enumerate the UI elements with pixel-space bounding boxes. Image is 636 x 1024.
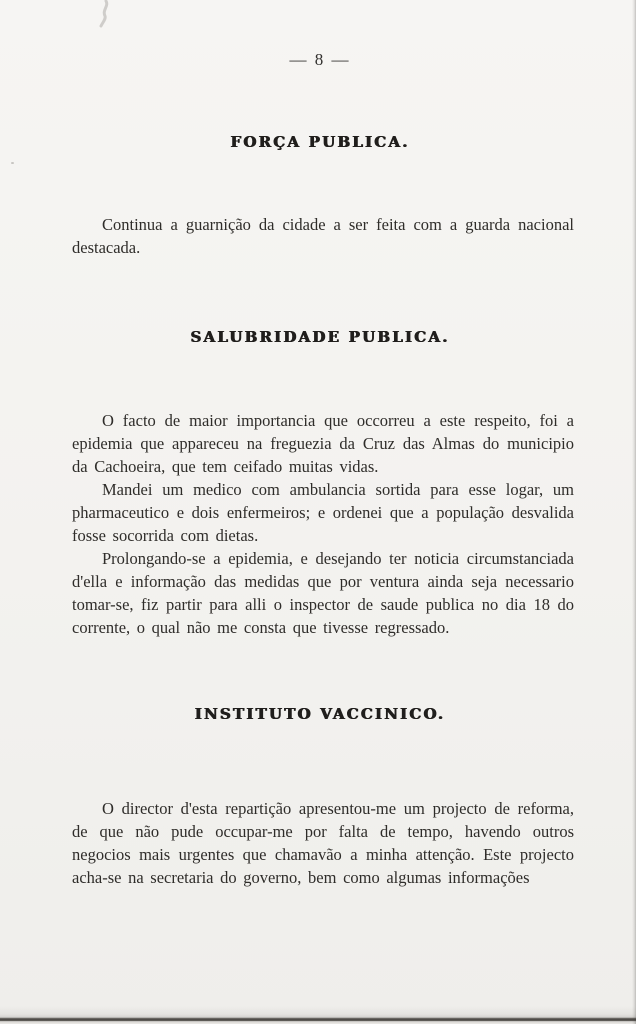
paragraph: O director d'esta repartição apresentou-me um projecto de reforma, de que não pude occupar-me por falta de tempo, havendo outros negocios mais urgentes que chamavão a minha attenção. Este projecto acha-se na secretaria do governo, bem como algumas informações [72, 799, 574, 887]
paragraph: O facto de maior importancia que occorreu a este respeito, foi a epidemia que appareceu na freguezia da Cruz das Almas do municipio da Cachoeira, que tem ceifado muitas vidas. [72, 411, 574, 476]
scan-artifact-mark [86, 0, 120, 32]
paragraph: Prolongando-se a epidemia, e desejando ter noticia circumstanciada d'ella e informação das medidas que por ventura ainda seja necessario tomar-se, fiz partir para alli o inspector de saude publica no dia 18 do corrente, o qual não me consta que tivesse regressado. [72, 549, 574, 637]
page-number: — 8 — [289, 50, 351, 69]
heading-instituto-vaccinico: INSTITUTO VACCINICO. [194, 705, 446, 723]
page-edge-bottom [0, 1006, 636, 1024]
paragraph: Continua a guarnição da cidade a ser feita com a guarda nacional destacada. [72, 215, 574, 257]
scan-artifact-speck [11, 162, 14, 164]
section-salubridade-publica-text [72, 409, 574, 639]
heading-salubridade-publica: SALUBRIDADE PUBLICA. [190, 328, 450, 346]
page-edge-right [632, 0, 636, 1024]
heading-forca-publica: FORÇA PUBLICA. [230, 133, 410, 151]
section-instituto-vaccinico-text [72, 797, 574, 889]
section-forca-publica-text [72, 213, 574, 259]
paragraph: Mandei um medico com ambulancia sortida para esse logar, um pharmaceutico e dois enfermeiros; e ordenei que a população desvalida fosse socorrida com dietas. [72, 480, 574, 545]
